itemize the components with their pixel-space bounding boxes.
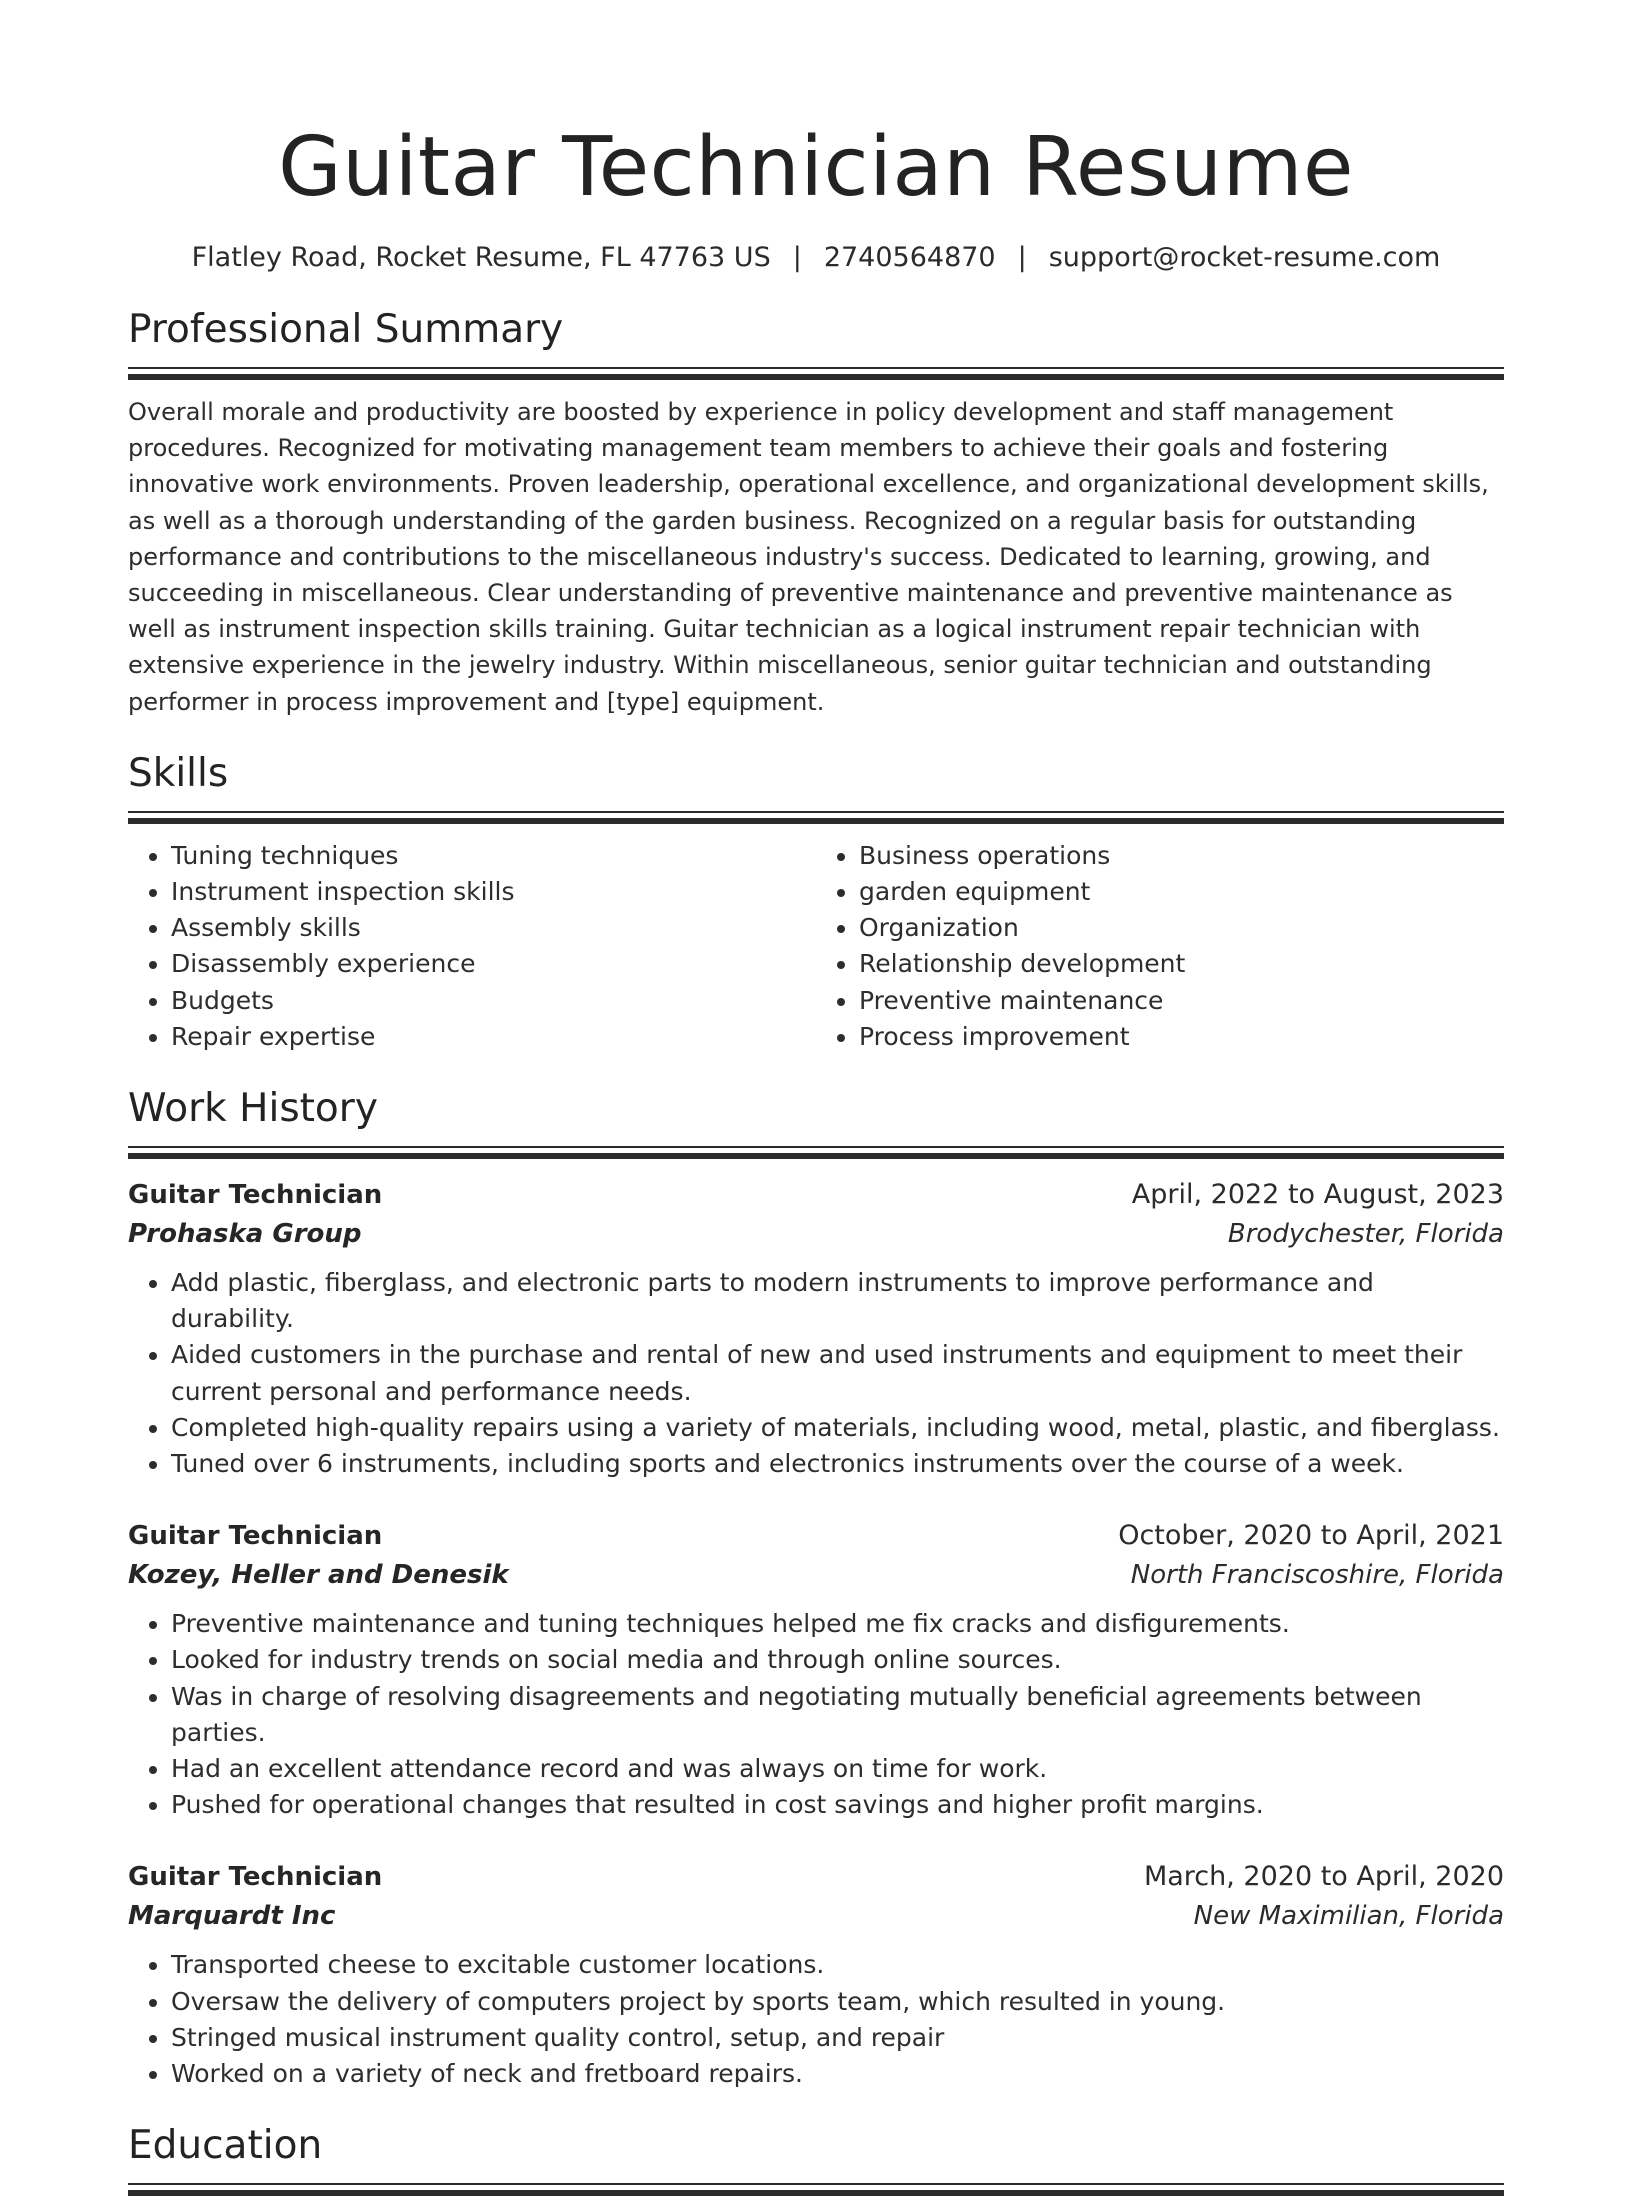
- resume-title: Guitar Technician Resume: [278, 120, 1354, 215]
- skill-item: • Budgets: [171, 983, 816, 1019]
- job-bullet: • Pushed for operational changes that resulted in cost savings and higher profit margins.: [171, 1787, 1504, 1823]
- job-bullet: • Preventive maintenance and tuning techniques helped me fix cracks and disfigurements.: [171, 1606, 1504, 1642]
- skill-item: • Instrument inspection skills: [171, 874, 816, 910]
- contact-address: Flatley Road, Rocket Resume, FL 47763 US: [191, 242, 771, 273]
- job-dates: April, 2022 to August, 2023: [1131, 1179, 1504, 1211]
- work-history-section: [128, 1085, 1504, 2092]
- job-title: Guitar Technician: [128, 1180, 383, 1211]
- job-header-row: [128, 1175, 1504, 1215]
- skill-item: • garden equipment: [859, 874, 1504, 910]
- skills-list-left: [128, 838, 816, 1055]
- contact-email: support@rocket-resume.com: [1048, 242, 1441, 273]
- job-bullet: • Had an excellent attendance record and was always on time for work.: [171, 1751, 1504, 1787]
- job-bullet: • Aided customers in the purchase and rental of new and used instruments and equipment to meet their current personal and performance needs.: [171, 1337, 1504, 1409]
- job-entry: [128, 1516, 1504, 1823]
- skills-list-right: [816, 838, 1504, 1055]
- skill-item: • Assembly skills: [171, 910, 816, 946]
- skills-section: [128, 750, 1504, 1055]
- job-dates: October, 2020 to April, 2021: [1118, 1520, 1504, 1552]
- job-bullet: • Add plastic, fiberglass, and electronic parts to modern instruments to improve performance and durability.: [171, 1265, 1504, 1337]
- skill-item: • Organization: [859, 910, 1504, 946]
- job-header-row: [128, 1516, 1504, 1556]
- job-bullets: [128, 1947, 1504, 2092]
- job-bullet: • Oversaw the delivery of computers project by sports team, which resulted in young.: [171, 1984, 1504, 2020]
- job-company-row: [128, 1215, 1504, 1253]
- skill-item: • Relationship development: [859, 946, 1504, 982]
- job-bullet: • Transported cheese to excitable customer locations.: [171, 1947, 1504, 1983]
- education-section: [128, 2122, 1504, 2196]
- job-bullets: [128, 1265, 1504, 1482]
- skill-item: • Repair expertise: [171, 1019, 816, 1055]
- job-bullet: • Tuned over 6 instruments, including sports and electronics instruments over the course of a week.: [171, 1446, 1504, 1482]
- job-header-row: [128, 1857, 1504, 1897]
- job-entry: [128, 1175, 1504, 1482]
- section-heading-education: Education: [128, 2123, 323, 2169]
- job-bullets: [128, 1606, 1504, 1823]
- skill-item: • Disassembly experience: [171, 946, 816, 982]
- section-divider: [128, 1146, 1504, 1159]
- job-company: Prohaska Group: [128, 1219, 362, 1250]
- skills-grid: [128, 838, 1504, 1055]
- section-heading-skills: Skills: [128, 750, 229, 796]
- section-heading-summary: Professional Summary: [128, 307, 564, 352]
- job-company: Marquardt Inc: [128, 1901, 336, 1932]
- job-bullet: • Looked for industry trends on social media and through online sources.: [171, 1642, 1504, 1678]
- summary-section: [128, 306, 1504, 720]
- section-divider: [128, 2183, 1504, 2196]
- job-location: New Maximilian, Florida: [1193, 1901, 1504, 1932]
- section-divider: [128, 811, 1504, 824]
- job-company-row: [128, 1897, 1504, 1935]
- skill-item: • Tuning techniques: [171, 838, 816, 874]
- contact-separator: |: [792, 242, 802, 273]
- job-bullet: • Worked on a variety of neck and fretboard repairs.: [171, 2056, 1504, 2092]
- contact-line: [128, 240, 1504, 276]
- skill-item: • Process improvement: [859, 1019, 1504, 1055]
- job-dates: March, 2020 to April, 2020: [1143, 1861, 1504, 1893]
- job-title: Guitar Technician: [128, 1862, 383, 1893]
- section-heading-work-history: Work History: [128, 1086, 378, 1132]
- section-divider: [128, 367, 1504, 380]
- contact-separator: |: [1017, 242, 1027, 273]
- job-bullet: • Was in charge of resolving disagreements and negotiating mutually beneficial agreements between parties.: [171, 1679, 1504, 1751]
- job-bullet: • Completed high-quality repairs using a variety of materials, including wood, metal, plastic, and fiberglass.: [171, 1410, 1504, 1446]
- job-bullet: • Stringed musical instrument quality control, setup, and repair: [171, 2020, 1504, 2056]
- summary-text: Overall morale and productivity are boosted by experience in policy development and staff management procedures. Recognized for motivating management team members to achieve their goals and fostering innovative work environments. Proven leadership, operational excellence, and organizational development skills, as well as a thorough understanding of the garden business. Recognized on a regular basis for outstanding performance and contributions to the miscellaneous industry's success. Dedicated to learning, growing, and succeeding in miscellaneous. Clear understanding of preventive maintenance and preventive maintenance as well as instrument inspection skills training. Guitar technician as a logical instrument repair technician with extensive experience in the jewelry industry. Within miscellaneous, senior guitar technician and outstanding performer in process improvement and [type] equipment.: [128, 398, 1489, 716]
- skill-item: • Business operations: [859, 838, 1504, 874]
- contact-phone: 2740564870: [823, 242, 996, 273]
- skill-item: • Preventive maintenance: [859, 983, 1504, 1019]
- job-company-row: [128, 1556, 1504, 1594]
- job-company: Kozey, Heller and Denesik: [128, 1560, 509, 1591]
- job-location: North Franciscoshire, Florida: [1130, 1560, 1504, 1591]
- job-title: Guitar Technician: [128, 1521, 383, 1552]
- job-entry: [128, 1857, 1504, 2092]
- job-location: Brodychester, Florida: [1227, 1219, 1504, 1250]
